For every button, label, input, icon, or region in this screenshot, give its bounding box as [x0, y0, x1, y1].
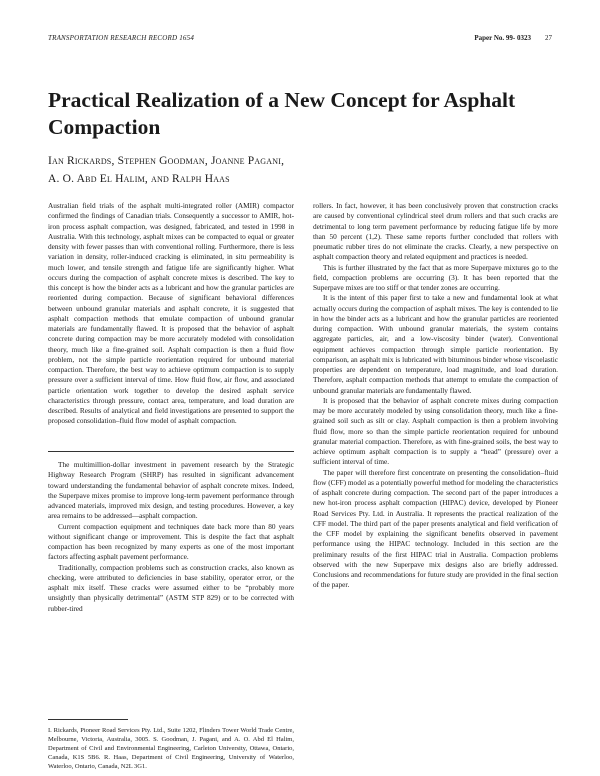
body-paragraph: It is the intent of this paper first to take a new and fundamental look at what actually occurs during the compaction of asphalt mixes. The key is contended to lie in how the binder acts as a lubricant and how the granular particles are reoriented during compaction. With unbound granular materials, the system contains aggregate particles, air, and a low-viscosity binder (water). Conventional equipment achieves compaction through simple particle reorientation. By comparison, an asphalt mix is lubricated with bituminous binder whose viscoelastic properties are dependent on temperature, load magnitude, and load duration. Therefore, asphalt compaction methods that attempt to emulate the compaction of unbound granular materials are fundamentally flawed. — [313, 293, 558, 395]
author-list — [48, 152, 498, 188]
body-paragraph: This is further illustrated by the fact that as more Superpave mixtures go to the field, compaction problems are occurring (3). It has been reported that the Superpave mixes are too stiff or that tender zones are occurring. — [313, 262, 558, 292]
body-paragraph: It is proposed that the behavior of asphalt concrete mixes during compaction may be more accurately modeled by using consolidation theory, much like a fine-grained soil such as silt or clay. Asphalt compaction is then a problem involving fluid flow, more so than the simple particle reorientation required for unbound granular material compaction. Therefore, as with fine-grained soils, the best way to achieve optimum asphalt compaction is to supply a “head” (pressure) over a sufficient interval of time. — [313, 395, 558, 467]
running-head — [48, 34, 552, 43]
running-head-right — [474, 34, 552, 43]
paper-title: Practical Realization of a New Concept for Asphalt Compaction — [48, 88, 516, 139]
body-paragraph: Traditionally, compaction problems such as construction cracks, also known as checking, were attributed to deficiencies in base stability, operator error, or the asphalt mix itself. These cracks were assumed either to be “probably more unsightly than physically detrimental” (ASTM STP 829) or to be corrected with rubber-tired — [48, 562, 294, 613]
author-affiliations-footnote: I. Rickards, Pioneer Road Services Pty. Ltd., Suite 1202, Flinders Tower World Trade Centre, Melbourne, Victoria, Australia, 3005. S. Goodman, J. Pagani, and A. O. Abd El Halim, Department of Civil and Environmental Engineering, Carleton University, Ottawa, Ontario, Canada, K1S 5B6. R. Haas, Department of Civil Engineering, University of Waterloo, Waterloo, Ontario, Canada, N2L 3G1. — [48, 727, 294, 770]
body-paragraph: Current compaction equipment and techniques date back more than 80 years without significant change or improvement. This is despite the fact that asphalt compaction has been recognized by many experts as one of the most important factors affecting asphalt pavement performance. — [48, 521, 294, 562]
journal-name: TRANSPORTATION RESEARCH RECORD 1654 — [48, 34, 195, 42]
left-body — [48, 460, 294, 711]
page-number: 27 — [545, 34, 552, 42]
paper-number: Paper No. 99- 0323 — [474, 34, 531, 42]
abstract — [48, 201, 294, 440]
body-paragraph: The multimillion-dollar investment in pavement research by the Strategic Highway Research Program (SHRP) has resulted in significant advancement toward understanding the fundamental behavior of asphalt concrete mixes. Indeed, the Superpave mixes promise to improve long-term pavement performance through advanced materials, improved mix design, and testing procedures. However, a key area remains to be addressed—asphalt compaction. — [48, 460, 294, 521]
body-paragraph: The paper will therefore first concentrate on presenting the consolidation–fluid flow (CFF) model as a potentially powerful method for modeling the characteristics of asphalt concrete during compaction. The second part of the paper introduces a new hot-iron process asphalt compaction (HIPAC) device, developed by Pioneer Road Services Pty. Ltd. in Australia. It represents the practical realization of the CFF model. The third part of the paper presents analytical and field verification of the CFF model by explaining the significant benefits observed in pavement performance using the HIPAC technology. Included in this section are the preliminary results of the first HIPAC trial in Australia. Compaction problems observed with the new Superpave mix designs also are briefly addressed. Conclusions and recommendations for future study are provided in the final section of the paper. — [313, 467, 558, 590]
body-paragraph: rollers. In fact, however, it has been conclusively proven that construction cracks are caused by conventional cylindrical steel drum rollers and that such cracks are detrimental to long term pavement performance by reducing fatigue life by more than 50 percent (1,2). These same reports further concluded that rollers with pneumatic rubber tires do not eliminate the cracks. Clearly, a new perspective on asphalt compaction theory and related equipment and practices is needed. — [313, 201, 558, 262]
author-line-1: Ian Rickards, Stephen Goodman, Joanne Pagani, — [48, 155, 285, 167]
abstract-divider — [48, 451, 294, 452]
right-column — [313, 201, 558, 591]
left-column — [48, 201, 294, 771]
author-line-2: A. O. Abd El Halim, and Ralph Haas — [48, 173, 230, 185]
abstract-text: Australian field trials of the asphalt multi-integrated roller (AMIR) compactor confirmed the findings of Canadian trials. Consequently a successor to AMIR, hot-iron process asphalt compaction, was designed, fabricated, and tested in 1998 in Australia. With this technology, asphalt mixes can be compacted to equal or greater density with fewer passes than with conventional rolling. Furthermore, there is less variation in density, roller-induced cracking is eliminated, in situ permeability is much lower, and tensile strength and fatigue life are significantly higher. What occurs during the compaction of asphalt concrete mixes is described. The key to this concept is how the binder acts as a lubricant and how the granular particles are reoriented during compaction. Because of significant behavioral differences between unbound granular materials and asphalt concrete, it is suggested that asphalt compaction methods that emulate compaction of unbound granular materials are fundamentally flawed. It is proposed that the behavior of asphalt concrete during compaction may be more accurately modeled with consolidation theory, much like a fine-grained soil. Asphalt compaction is then a fluid flow problem, not the simple particle reorientation required for unbound material compaction. Therefore, the best way to achieve optimum compaction is to supply pressure over a sufficient interval of time. How fluid flow, air flow, and associated particle orientation work together to develop the desired asphalt service characteristics through pressure, contact area, temperature, and load duration are described. Results of analytical and field investigations are presented to support the proposed consolidation–fluid flow model of asphalt compaction. — [48, 201, 294, 426]
footnote-divider — [48, 719, 128, 720]
